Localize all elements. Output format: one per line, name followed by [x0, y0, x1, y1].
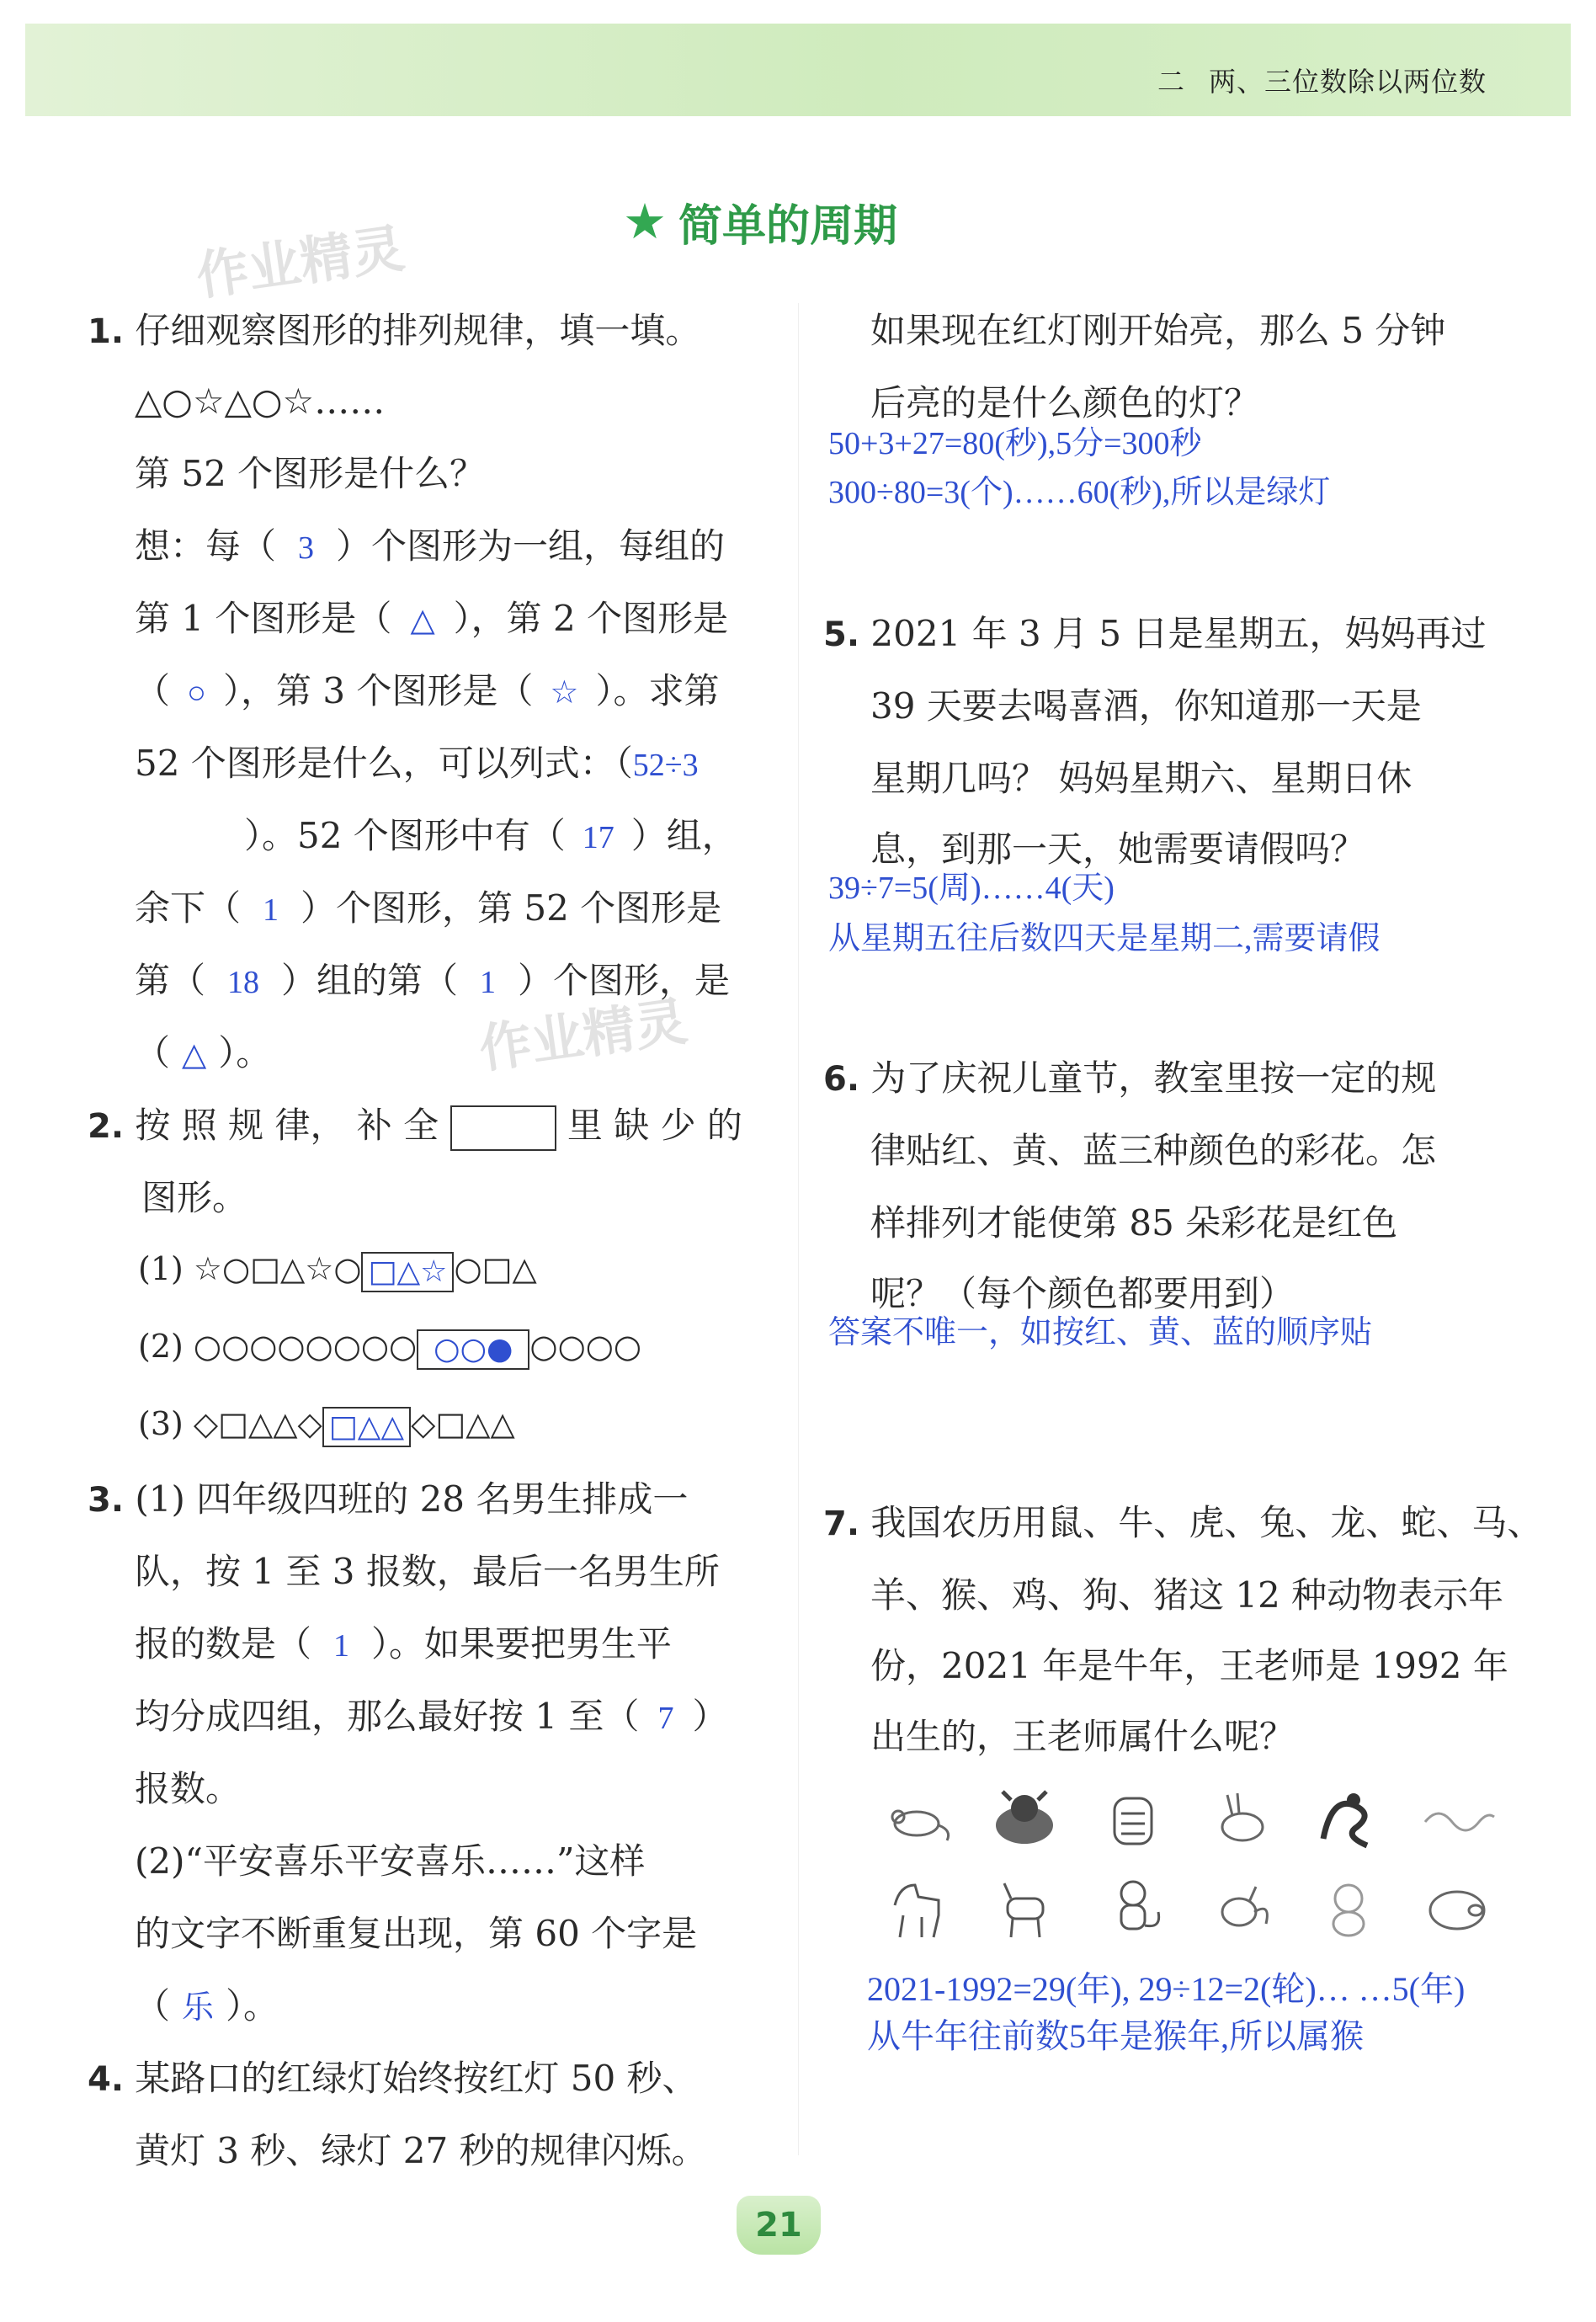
q5-line: 星期几吗？ 妈妈星期六、星期日休	[870, 758, 1412, 799]
q5-line: 5. 2021 年 3 月 5 日是星期五，妈妈再过	[823, 613, 1487, 654]
q4-line: 后亮的是什么颜色的灯？	[870, 382, 1260, 423]
q1-line: 52 个图形是什么，可以列式：（52÷3	[135, 743, 699, 784]
q1-question: 第 52 个图形是什么？	[135, 453, 486, 494]
answer: △	[182, 1037, 207, 1073]
q3-line: 队，按 1 至 3 报数，最后一名男生所	[135, 1551, 720, 1592]
zodiac-animals-illustration	[867, 1776, 1507, 1945]
watermark: 作业精灵	[192, 217, 408, 307]
q2-line: 图形。	[141, 1177, 248, 1218]
q5-line: 息，到那一天，她需要请假吗？	[870, 828, 1366, 870]
chapter-number: 二	[1157, 66, 1185, 98]
star-icon: ★	[623, 193, 667, 250]
answer-box: □△△	[322, 1407, 411, 1447]
q3-line: （ 乐 ）。	[135, 1985, 279, 2026]
answer-box: □△☆	[361, 1252, 454, 1292]
q4-line: 黄灯 3 秒、绿灯 27 秒的规律闪烁。	[135, 2130, 707, 2171]
watermark: 作业精灵	[475, 990, 691, 1080]
q3-line: 报数。	[135, 1768, 242, 1809]
q3-line: 报的数是（ 1 ）。如果要把男生平	[135, 1623, 673, 1664]
q7-line: 7. 我国农历用鼠、牛、虎、兔、龙、蛇、马、	[823, 1502, 1543, 1543]
q4-solution: 300÷80=3(个)……60(秒),所以是绿灯	[828, 475, 1331, 510]
q6-line: 6. 为了庆祝儿童节，教室里按一定的规	[823, 1057, 1437, 1099]
q1-line: 第 1 个图形是（ △ ），第 2 个图形是	[135, 598, 729, 639]
q6-line: 律贴红、黄、蓝三种颜色的彩花。怎	[870, 1130, 1437, 1171]
q5-solution: 39÷7=5(周)……4(天)	[828, 871, 1115, 906]
q3-line: 的文字不断重复出现，第 60 个字是	[135, 1913, 698, 1954]
goat-icon	[975, 1865, 1074, 1945]
q2-row-1: (1) ☆○□△☆○ □△☆ ○□△	[138, 1244, 537, 1293]
snake-icon	[1407, 1776, 1507, 1856]
ox-icon	[975, 1776, 1074, 1856]
q6-solution: 答案不唯一，如按红、黄、蓝的顺序贴	[828, 1315, 1373, 1350]
answer: 7	[657, 1701, 674, 1736]
rabbit-icon	[1191, 1776, 1290, 1856]
answer: 乐	[182, 1990, 215, 2026]
q1-shape-sequence: △○☆△○☆……	[135, 381, 386, 422]
q2-row-2: (2) ○○○○○○○○ ○○● ○○○○	[138, 1322, 641, 1371]
q5-solution: 从星期五往后数四天是星期二,需要请假	[828, 921, 1381, 956]
answer: 17	[582, 820, 614, 855]
q1-line: （ ○ ），第 3 个图形是（ ☆ ）。求第	[135, 670, 720, 711]
dragon-icon	[1299, 1776, 1398, 1856]
q7-solution: 从牛年往前数5年是猴年,所以属猴	[867, 2017, 1364, 2055]
horse-icon	[867, 1865, 966, 1945]
q3-line: 均分成四组，那么最好按 1 至（ 7 ）	[135, 1696, 728, 1737]
q1-line: 想：每（ 3 ）个图形为一组，每组的	[135, 525, 726, 567]
q6-line: 呢？（每个颜色都要用到）	[870, 1273, 1295, 1314]
q1-line: ）。52 个图形中有（ 17 ）组，	[244, 815, 737, 856]
q4-line: 如果现在红灯刚开始亮，那么 5 分钟	[870, 310, 1446, 351]
q7-line: 羊、猴、鸡、狗、猪这 12 种动物表示年	[870, 1574, 1504, 1616]
rat-icon	[867, 1776, 966, 1856]
answer: 18	[227, 965, 260, 1000]
q7-line: 出生的，王老师属什么呢？	[870, 1716, 1295, 1757]
q1-line: 1. 仔细观察图形的排列规律，填一填。	[88, 310, 701, 351]
q6-line: 样排列才能使第 85 朵彩花是红色	[870, 1202, 1398, 1244]
chapter-title: 两、三位数除以两位数	[1208, 66, 1487, 98]
answer: 1	[333, 1628, 350, 1664]
tiger-icon	[1083, 1776, 1183, 1856]
q3-line: (2)“平安喜乐平安喜乐……”这样	[135, 1840, 646, 1882]
q3-line: 3. (1) 四年级四班的 28 名男生排成一	[88, 1478, 689, 1520]
page-number: 21	[737, 2196, 821, 2255]
page-title-text: 简单的周期	[678, 200, 898, 252]
answer: ☆	[550, 675, 579, 711]
column-divider	[798, 303, 799, 2155]
q1-line: 第（ 18 ）组的第（ 1 ）个图形，是	[135, 960, 731, 1001]
q2-row-3: (3) ◇□△△◇ □△△ ◇□△△	[138, 1399, 515, 1448]
blank-box	[450, 1105, 556, 1151]
q5-line: 39 天要去喝喜酒，你知道那一天是	[870, 685, 1422, 727]
answer: 1	[480, 965, 497, 1000]
monkey-icon	[1083, 1865, 1183, 1945]
dog-icon	[1299, 1865, 1398, 1945]
q7-line: 份，2021 年是牛年，王老师是 1992 年	[870, 1645, 1508, 1686]
answer: 1	[263, 892, 279, 928]
page-title	[623, 192, 897, 251]
answer: 52÷3	[632, 748, 699, 783]
answer: ○	[187, 675, 206, 711]
q1-line: 余下（ 1 ）个图形，第 52 个图形是	[135, 887, 722, 929]
q4-line: 4. 某路口的红绿灯始终按红灯 50 秒、	[88, 2058, 698, 2099]
q1-line: （ △ ）。	[135, 1032, 272, 1073]
pig-icon	[1407, 1865, 1507, 1945]
answer: 3	[298, 530, 315, 566]
q7-solution: 2021-1992=29(年), 29÷12=2(轮)… …5(年)	[867, 1970, 1466, 2008]
q4-solution: 50+3+27=80(秒),5分=300秒	[828, 426, 1202, 461]
q2-line: 2. 按 照 规 律， 补 全 里 缺 少 的	[88, 1101, 742, 1151]
answer-box: ○○●	[417, 1329, 529, 1370]
rooster-icon	[1191, 1865, 1290, 1945]
chapter-heading	[1157, 61, 1487, 99]
answer: △	[410, 603, 435, 638]
